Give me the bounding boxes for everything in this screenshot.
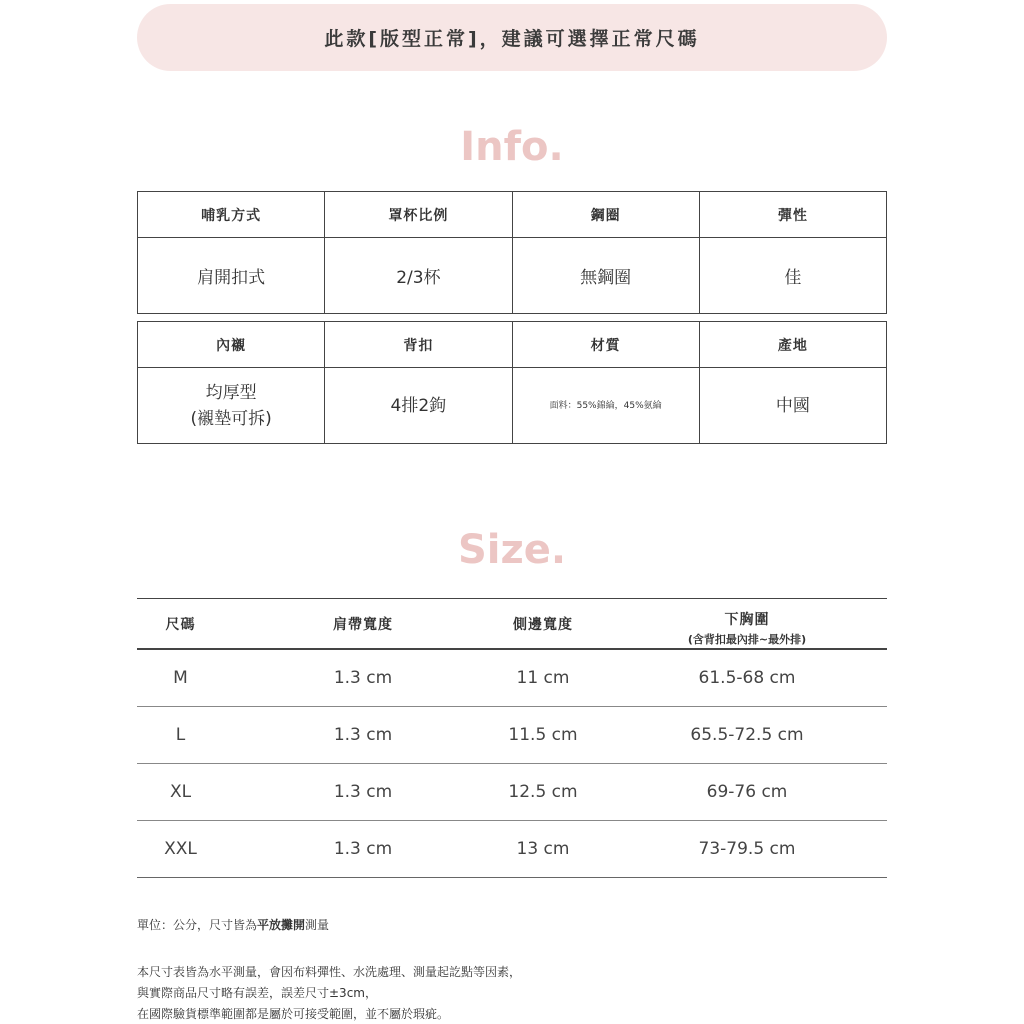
table-row [137, 706, 887, 763]
unit-note-prefix: 單位：公分，尺寸皆為 [137, 918, 258, 932]
table-row [137, 820, 887, 877]
cell-underbust: 73-79.5 cm [698, 838, 796, 859]
cell-underbust: 61.5-68 cm [698, 667, 796, 688]
header-size: 尺碼 [165, 616, 196, 633]
size-table-bottom-rule [137, 877, 887, 878]
cell-underbust: 69-76 cm [706, 781, 788, 802]
cell-strap-width: 1.3 cm [333, 838, 393, 859]
cell-side-width: 11 cm [516, 667, 570, 688]
info-section-title: Info. [460, 124, 564, 170]
unit-note-suffix: 測量 [305, 918, 330, 932]
value-elasticity: 佳 [699, 238, 886, 314]
measurement-disclaimer [137, 962, 521, 1024]
header-lining: 內襯 [138, 322, 325, 368]
value-back-hook: 4排2鉤 [325, 368, 512, 444]
disclaimer-line-3: 在國際驗貨標準範圍都是屬於可接受範圍，並不屬於瑕疵。 [137, 1007, 450, 1021]
value-lining-line1: 均厚型 [205, 382, 257, 403]
cell-size: L [175, 724, 186, 745]
table-row [137, 649, 887, 706]
cell-strap-width: 1.3 cm [333, 667, 393, 688]
unit-note-bold: 平放攤開 [257, 918, 306, 932]
header-cup-ratio: 罩杯比例 [325, 192, 512, 238]
size-table-header [137, 598, 887, 649]
cell-size: XL [169, 781, 192, 802]
banner-text: 此款[版型正常]，建議可選擇正常尺碼 [324, 28, 700, 50]
header-origin: 產地 [699, 322, 886, 368]
cell-strap-width: 1.3 cm [333, 781, 393, 802]
value-nursing-method: 肩開扣式 [138, 238, 325, 314]
measurement-unit-note [137, 916, 329, 933]
value-underwire: 無鋼圈 [512, 238, 699, 314]
header-elasticity: 彈性 [699, 192, 886, 238]
info-table-2 [137, 321, 887, 444]
cell-side-width: 13 cm [516, 838, 570, 859]
header-underbust [657, 609, 837, 647]
value-material: 面料：55%錦綸，45%氨綸 [512, 368, 699, 444]
disclaimer-line-2: 與實際商品尺寸略有誤差，誤差尺寸±3cm， [137, 986, 377, 1000]
value-cup-ratio: 2/3杯 [325, 238, 512, 314]
cell-size: XXL [164, 838, 197, 859]
cell-side-width: 12.5 cm [508, 781, 578, 802]
header-underbust-label: 下胸圍 [724, 612, 770, 628]
cell-side-width: 11.5 cm [508, 724, 578, 745]
size-advice-banner [137, 4, 887, 71]
header-strap-width: 肩帶寬度 [333, 616, 393, 633]
cell-strap-width: 1.3 cm [333, 724, 393, 745]
value-origin: 中國 [699, 368, 886, 444]
cell-size: M [173, 667, 188, 688]
disclaimer-line-1: 本尺寸表皆為水平測量，會因布料彈性、水洗處理、測量起訖點等因素， [137, 965, 522, 979]
table-row [137, 763, 887, 820]
value-lining-line2: (襯墊可拆) [190, 408, 272, 429]
value-lining [138, 368, 325, 444]
header-side-width: 側邊寬度 [513, 616, 573, 633]
size-section-title: Size. [457, 527, 567, 573]
info-table-1 [137, 191, 887, 314]
header-underwire: 鋼圈 [512, 192, 699, 238]
header-back-hook: 背扣 [325, 322, 512, 368]
header-material: 材質 [512, 322, 699, 368]
cell-underbust: 65.5-72.5 cm [690, 724, 804, 745]
header-nursing-method: 哺乳方式 [138, 192, 325, 238]
header-underbust-note: (含背扣最內排~最外排) [687, 633, 807, 646]
